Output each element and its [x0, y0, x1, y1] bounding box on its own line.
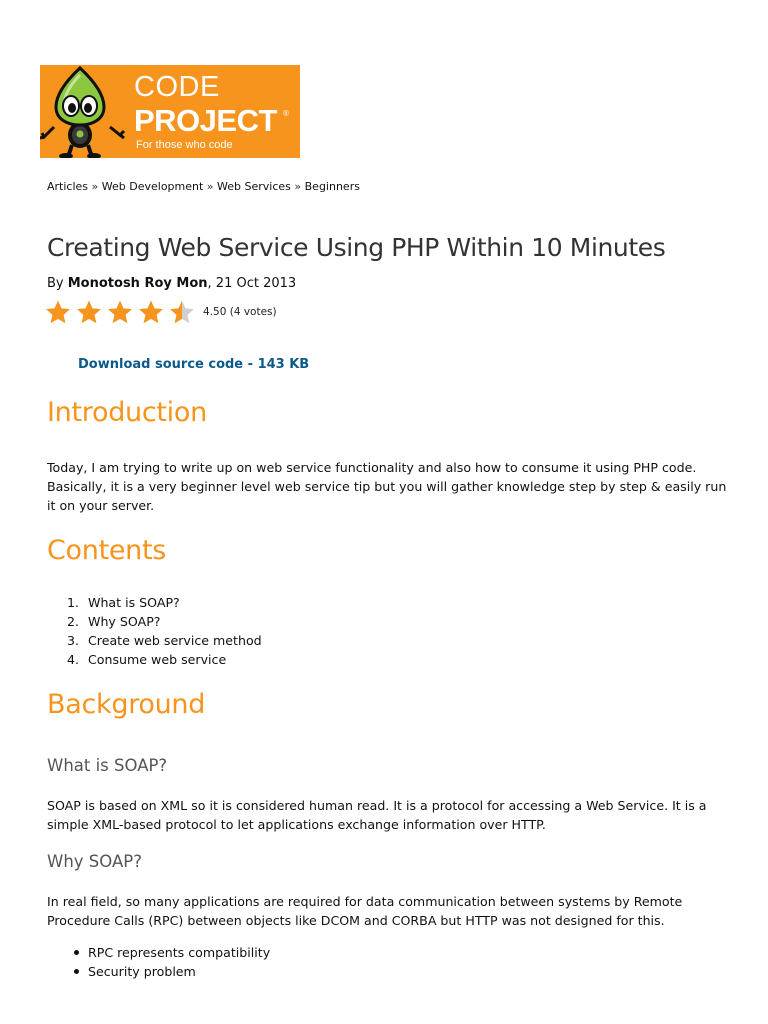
list-label: Create web service method: [88, 633, 262, 648]
breadcrumb-web-development[interactable]: Web Development: [101, 180, 204, 193]
heading-introduction: Introduction: [47, 397, 207, 428]
list-number: 1.: [67, 595, 80, 610]
logo-tagline: For those who code: [136, 139, 233, 151]
breadcrumb-articles[interactable]: Articles: [47, 180, 89, 193]
star-full-icon[interactable]: [107, 299, 133, 325]
rating-text: 4.50 (4 votes): [203, 306, 277, 318]
bob-mascot-icon: [40, 65, 140, 158]
paragraph-line: Today, I am trying to write up on web service functionality and also how to consume it using PHP code.: [47, 460, 697, 475]
contents-list: [47, 593, 262, 669]
star-full-icon[interactable]: [45, 299, 71, 325]
what-is-soap-paragraph: [47, 796, 737, 834]
heading-contents: Contents: [47, 535, 167, 566]
paragraph-line: SOAP is based on XML so it is considered human read. It is a protocol for accessing a Web Service. It is a: [47, 798, 707, 813]
star-half-icon[interactable]: [169, 299, 195, 325]
logo-project-text: PROJECT: [134, 103, 277, 138]
list-label: Why SOAP?: [88, 614, 161, 629]
list-number: 2.: [67, 614, 80, 629]
list-label: What is SOAP?: [88, 595, 180, 610]
byline: [47, 276, 296, 291]
paragraph-line: simple XML-based protocol to let applications exchange information over HTTP.: [47, 817, 546, 832]
publish-date: , 21 Oct 2013: [207, 276, 297, 291]
paragraph-line: Procedure Calls (RPC) between objects like DCOM and CORBA but HTTP was not designed for this.: [47, 913, 665, 928]
star-full-icon[interactable]: [76, 299, 102, 325]
list-item: [47, 943, 270, 962]
list-number: 3.: [67, 633, 80, 648]
paragraph-line: Basically, it is a very beginner level web service tip but you will gather knowledge step by step & easily run: [47, 479, 727, 494]
breadcrumb-separator: »: [91, 180, 102, 193]
contents-item[interactable]: [47, 631, 262, 650]
author-name[interactable]: Monotosh Roy Mon: [67, 276, 208, 291]
article-title: Creating Web Service Using PHP Within 10 Minutes: [47, 233, 666, 262]
breadcrumb-separator: »: [206, 180, 218, 193]
contents-item[interactable]: [47, 593, 262, 612]
breadcrumb-beginners[interactable]: Beginners: [304, 180, 360, 193]
why-soap-bullets: [47, 943, 270, 981]
rating: [45, 298, 277, 326]
paragraph-line: it on your server.: [47, 498, 155, 513]
download-source-link[interactable]: Download source code - 143 KB: [78, 357, 310, 372]
contents-item[interactable]: [47, 612, 262, 631]
heading-background: Background: [47, 689, 206, 720]
codeproject-logo[interactable]: [40, 65, 300, 158]
bullet-icon: [74, 950, 79, 955]
heading-what-is-soap: What is SOAP?: [47, 756, 168, 775]
star-full-icon[interactable]: [138, 299, 164, 325]
paragraph-line: In real field, so many applications are required for data communication between systems by Remote: [47, 894, 683, 909]
logo-code-text: CODE: [134, 71, 220, 103]
list-label: Security problem: [88, 964, 196, 979]
list-label: RPC represents compatibility: [88, 945, 271, 960]
why-soap-paragraph: [47, 892, 737, 930]
breadcrumb-web-services[interactable]: Web Services: [217, 180, 291, 193]
breadcrumb-separator: »: [294, 180, 305, 193]
list-label: Consume web service: [88, 652, 227, 667]
rating-stars[interactable]: [45, 299, 200, 325]
bullet-icon: [74, 969, 79, 974]
breadcrumb: [47, 180, 360, 193]
introduction-paragraph: [47, 458, 737, 515]
logo-registered-mark: ®: [283, 109, 289, 118]
heading-why-soap: Why SOAP?: [47, 852, 142, 871]
list-item: [47, 962, 270, 981]
by-label: By: [47, 276, 68, 291]
contents-item[interactable]: [47, 650, 262, 669]
list-number: 4.: [67, 652, 80, 667]
